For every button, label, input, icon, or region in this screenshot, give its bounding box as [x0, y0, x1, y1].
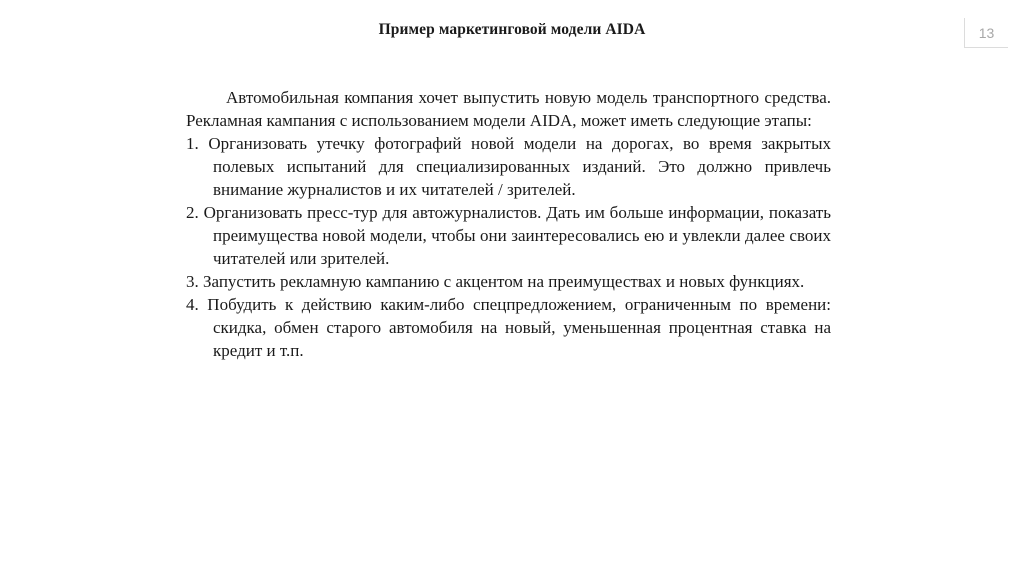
page-number: 13 — [964, 18, 1008, 48]
step-item-2: 2. Организовать пресс-тур для автожурналистов. Дать им больше информации, показать преимущества новой модели, чтобы они заинтересовались ею и увлекли далее своих читателей или зрителей. — [186, 203, 831, 268]
slide-title: Пример маркетинговой модели AIDA — [378, 21, 646, 38]
intro-paragraph: Автомобильная компания хочет выпустить новую модель транспортного средства. Рекламная кампания с использованием модели AIDA, может иметь следующие этапы: — [186, 88, 831, 130]
slide-body — [186, 86, 831, 362]
step-item-3: 3. Запустить рекламную кампанию с акцентом на преимуществах и новых функциях. — [186, 272, 805, 291]
step-item-4: 4. Побудить к действию каким-либо спецпредложением, ограниченным по времени: скидка, обмен старого автомобиля на новый, уменьшенная процентная ставка на кредит и т.п. — [186, 295, 831, 360]
step-item-1: 1. Организовать утечку фотографий новой модели на дорогах, во время закрытых полевых испытаний для специализированных изданий. Это должно привлечь внимание журналистов и их читателей / зрителей. — [186, 134, 831, 199]
